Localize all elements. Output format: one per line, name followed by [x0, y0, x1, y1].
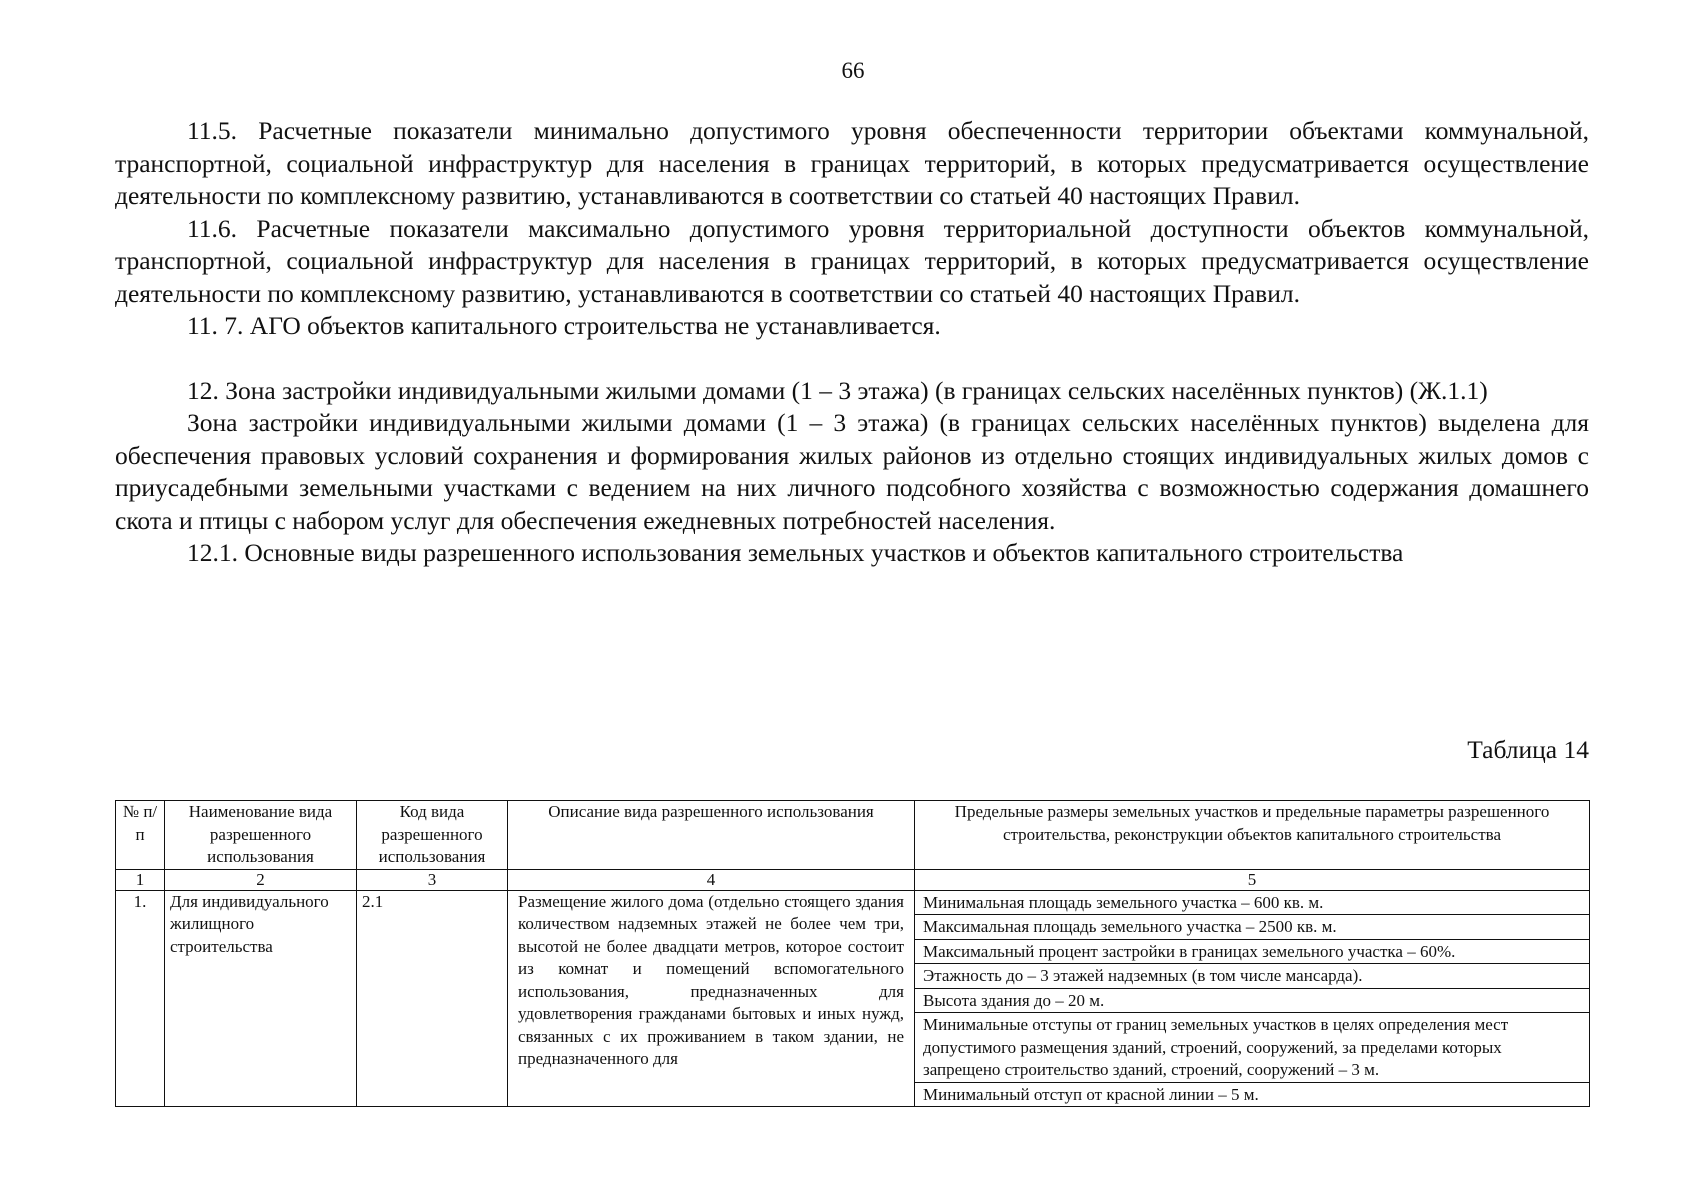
parameter-max-area: Максимальная площадь земельного участка – 2500 кв. м.: [915, 915, 1589, 940]
parameter-height: Высота здания до – 20 м.: [915, 989, 1589, 1014]
parameters-list: [915, 891, 1589, 1107]
column-number: 4: [508, 869, 915, 890]
body-text: [115, 115, 1589, 570]
column-number: 3: [357, 869, 508, 890]
parameter-min-setbacks: Минимальные отступы от границ земельных участков в целях определения мест допустимого размещения зданий, строений, сооружений, за пределами которых запрещено строительство зданий, строений, сооружений – 3 м.: [915, 1013, 1589, 1083]
document-page: [115, 0, 1589, 1200]
parameter-max-coverage: Максимальный процент застройки в границах земельного участка – 60%.: [915, 940, 1589, 965]
page-number: 66: [841, 58, 865, 83]
row-limit-parameters: [915, 890, 1590, 1107]
paragraph-11-6: 11.6. Расчетные показатели максимально допустимого уровня территориальной доступности объектов коммунальной, транспортной, социальной инфраструктур для населения в границах территорий, в которых предусматривается осуществление деятельности по комплексному развитию, устанавливаются в соответствии со статьей 40 настоящих Правил.: [115, 213, 1589, 308]
header-use-name: Наименование вида разрешенного использования: [165, 801, 357, 870]
paragraph-11-7: 11. 7. АГО объектов капитального строительства не устанавливается.: [187, 311, 941, 340]
header-number: № п/п: [116, 801, 165, 870]
column-number: 5: [915, 869, 1590, 890]
table-row: [116, 890, 1590, 1107]
paragraph-gap: [115, 343, 1589, 375]
column-number: 2: [165, 869, 357, 890]
table-caption: Таблица 14: [1467, 735, 1589, 764]
paragraph-zone-description: Зона застройки индивидуальными жилыми домами (1 – 3 этажа) (в границах сельских населённых пунктов) выделена для обеспечения правовых условий сохранения и формирования жилых районов из отдельно стоящих индивидуальных жилых домов с приусадебными земельными участками с ведением на них личного подсобного хозяйства с возможностью содержания домашнего скота и птицы с набором услуг для обеспечения ежедневных потребностей населения.: [115, 408, 1589, 535]
header-use-code: Код вида разрешенного использования: [357, 801, 508, 870]
row-number: 1.: [116, 890, 165, 1107]
column-number: 1: [116, 869, 165, 890]
row-use-code: 2.1: [357, 890, 508, 1107]
parameter-floors: Этажность до – 3 этажей надземных (в том числе мансарда).: [915, 964, 1589, 989]
paragraph-11-5: 11.5. Расчетные показатели минимально допустимого уровня обеспеченности территории объектами коммунальной, транспортной, социальной инфраструктур для населения в границах территорий, в которых предусматривается осуществление деятельности по комплексному развитию, устанавливаются в соответствии со статьей 40 настоящих Правил.: [115, 116, 1589, 210]
table-column-numbers-row: [116, 869, 1590, 890]
header-limit-parameters: Предельные размеры земельных участков и предельные параметры разрешенного строительства, реконструкции объектов капитального строительства: [915, 801, 1590, 870]
header-use-description: Описание вида разрешенного использования: [508, 801, 915, 870]
land-use-table: [115, 800, 1590, 1107]
parameter-min-area: Минимальная площадь земельного участка – 600 кв. м.: [915, 891, 1589, 916]
section-heading-12: 12. Зона застройки индивидуальными жилыми домами (1 – 3 этажа) (в границах сельских населённых пунктов) (Ж.1.1): [187, 375, 1488, 405]
table-header-row: [116, 801, 1590, 870]
parameter-red-line-setback: Минимальный отступ от красной линии – 5 м.: [923, 1084, 1259, 1104]
row-use-name: Для индивидуального жилищного строительства: [165, 890, 357, 1107]
paragraph-12-1: 12.1. Основные виды разрешенного использования земельных участков и объектов капитального строительства: [187, 538, 1404, 567]
row-use-description: Размещение жилого дома (отдельно стоящего здания количеством надземных этажей не более чем три, высотой не более двадцати метров, которое состоит из комнат и помещений вспомогательного использования, предназначенных для удовлетворения гражданами бытовых и иных нужд, связанных с их проживанием в таком здании, не предназначенного для: [508, 890, 915, 1107]
